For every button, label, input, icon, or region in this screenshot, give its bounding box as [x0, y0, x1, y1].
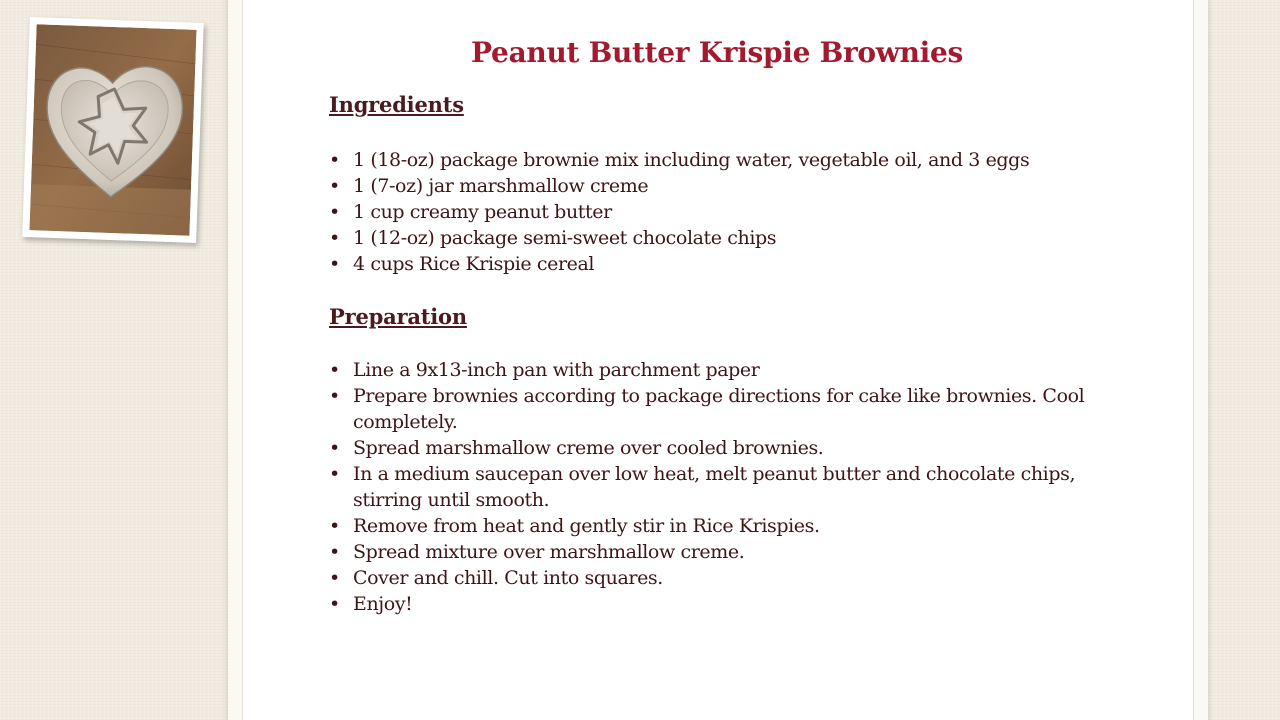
preparation-step: • Spread mixture over marshmallow creme. — [329, 539, 1109, 565]
ingredients-heading: Ingredients — [329, 92, 464, 117]
ingredient-item: • 1 (7-oz) jar marshmallow creme — [329, 173, 1109, 199]
ingredient-item: • 1 (12-oz) package semi-sweet chocolate chips — [329, 225, 1109, 251]
recipe-title: Peanut Butter Krispie Brownies — [471, 36, 963, 69]
ingredient-item: • 1 (18-oz) package brownie mix including water, vegetable oil, and 3 eggs — [329, 147, 1109, 173]
preparation-step: • In a medium saucepan over low heat, melt peanut butter and chocolate chips, stirring until smooth. — [329, 461, 1109, 513]
preparation-list — [329, 357, 1109, 617]
preparation-step: • Cover and chill. Cut into squares. — [329, 565, 1109, 591]
ingredients-list — [329, 147, 1109, 277]
polaroid-photo-frame — [22, 17, 204, 243]
preparation-step: • Remove from heat and gently stir in Rice Krispies. — [329, 513, 1109, 539]
preparation-step: • Enjoy! — [329, 591, 1109, 617]
ingredient-item: • 1 cup creamy peanut butter — [329, 199, 1109, 225]
preparation-step: • Line a 9x13-inch pan with parchment paper — [329, 357, 1109, 383]
ingredient-item: • 4 cups Rice Krispie cereal — [329, 251, 1109, 277]
preparation-step: • Spread marshmallow creme over cooled brownies. — [329, 435, 1109, 461]
heart-bowl-star-cookie-cutter-image — [29, 24, 196, 235]
preparation-step: • Prepare brownies according to package directions for cake like brownies. Cool completely. — [329, 383, 1109, 435]
preparation-heading: Preparation — [329, 304, 467, 329]
